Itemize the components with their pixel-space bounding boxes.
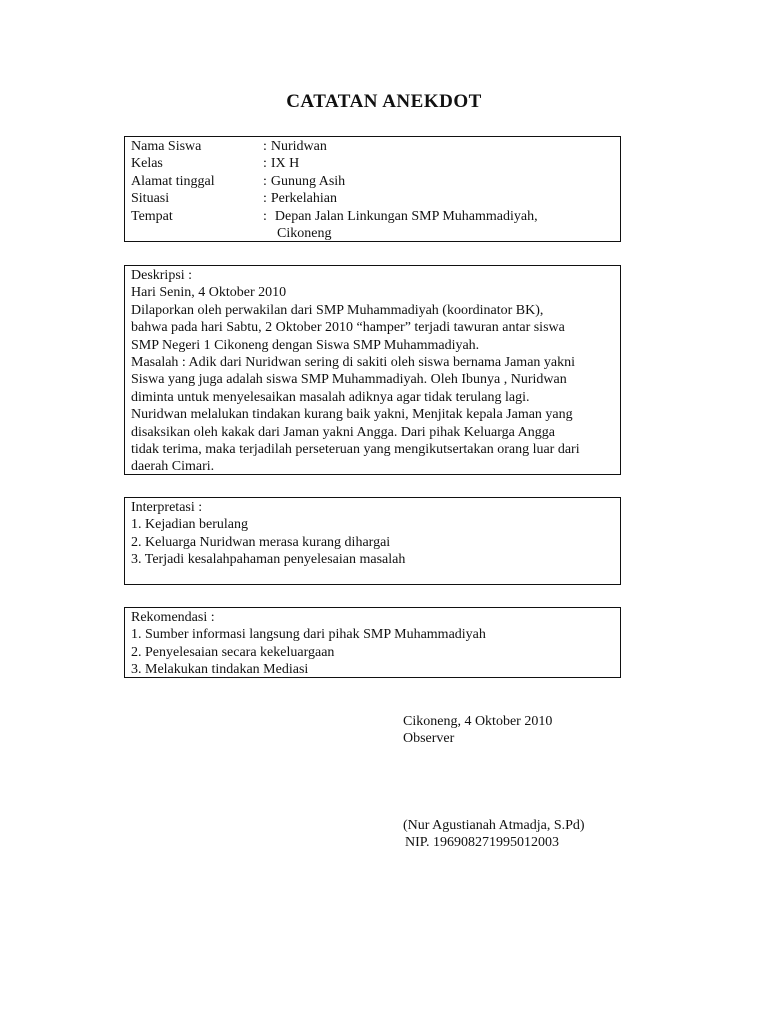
description-line: Siswa yang juga adalah siswa SMP Muhammadiyah. Oleh Ibunya , Nuridwan	[131, 372, 567, 388]
identity-row-address: Alamat tinggal : Gunung Asih	[131, 173, 346, 189]
identity-label: Tempat	[131, 208, 173, 224]
description-line: tidak terima, maka terjadilah perseteruan yang mengikutsertakan orang luar dari	[131, 442, 580, 458]
description-line: Masalah : Adik dari Nuridwan sering di sakiti oleh siswa bernama Jaman yakni	[131, 355, 576, 371]
identity-label: Alamat tinggal	[131, 173, 215, 189]
recommendation-heading: Rekomendasi :	[131, 610, 215, 625]
document-title: CATATAN ANEKDOT	[286, 91, 482, 112]
description-line: diminta untuk menyelesaikan masalah adiknya agar tidak terulang lagi.	[131, 389, 530, 405]
identity-label: Situasi	[131, 191, 170, 207]
signature-place-date: Cikoneng, 4 Oktober 2010	[403, 714, 553, 729]
identity-label: Kelas	[131, 156, 163, 172]
identity-label: Nama Siswa	[131, 139, 202, 154]
signature-name: (Nur Agustianah Atmadja, S.Pd)	[403, 818, 585, 833]
description-line: SMP Negeri 1 Cikoneng dengan Siswa SMP Muhammadiyah.	[131, 337, 480, 353]
description-line: daerah Cimari.	[131, 459, 215, 475]
signature-role: Observer	[403, 731, 455, 747]
description-line: Nuridwan melalukan tindakan kurang baik yakni, Menjitak kepala Jaman yang	[131, 407, 573, 423]
description-line: Dilaporkan oleh perwakilan dari SMP Muhammadiyah (koordinator BK),	[131, 302, 544, 318]
signature-footer	[403, 817, 585, 852]
identity-value: Depan Jalan Linkungan SMP Muhammadiyah,	[274, 208, 538, 224]
interpretation-item: 1. Kejadian berulang	[131, 517, 249, 533]
recommendation-box	[124, 607, 621, 678]
interpretation-item: 2. Keluarga Nuridwan merasa kurang dihargai	[131, 534, 391, 550]
identity-value: IX H	[270, 156, 300, 172]
description-line: disaksikan oleh kakak dari Jaman yakni Angga. Dari pihak Keluarga Angga	[131, 424, 555, 440]
interpretation-box	[124, 497, 621, 585]
identity-row-name: Nama Siswa : Nuridwan	[131, 139, 327, 154]
description-box	[124, 265, 621, 475]
signature-header	[403, 713, 552, 748]
interpretation-heading: Interpretasi :	[131, 500, 203, 515]
description-line: Deskripsi :	[131, 268, 193, 283]
recommendation-item: 2. Penyelesaian secara kekeluargaan	[131, 644, 335, 660]
identity-value-continued: Cikoneng	[277, 226, 332, 242]
interpretation-item: 3. Terjadi kesalahpahaman penyelesaian masalah	[131, 552, 406, 568]
identity-value: Perkelahian	[270, 191, 337, 207]
identity-value: Nuridwan	[270, 139, 327, 154]
identity-value: Gunung Asih	[270, 173, 346, 189]
description-line: bahwa pada hari Sabtu, 2 Oktober 2010 “hamper” terjadi tawuran antar siswa	[131, 320, 565, 336]
recommendation-item: 1. Sumber informasi langsung dari pihak SMP Muhammadiyah	[131, 627, 486, 643]
signature-nip: NIP. 196908271995012003	[405, 835, 560, 851]
identity-row-situation: Situasi : Perkelahian	[131, 191, 337, 207]
identity-row-place: Tempat : Depan Jalan Linkungan SMP Muhammadiyah,	[131, 208, 538, 224]
identity-row-class: Kelas : IX H	[131, 156, 300, 172]
recommendation-item: 3. Melakukan tindakan Mediasi	[131, 662, 309, 678]
description-line: Hari Senin, 4 Oktober 2010	[131, 285, 287, 301]
student-identity-box	[124, 136, 621, 242]
